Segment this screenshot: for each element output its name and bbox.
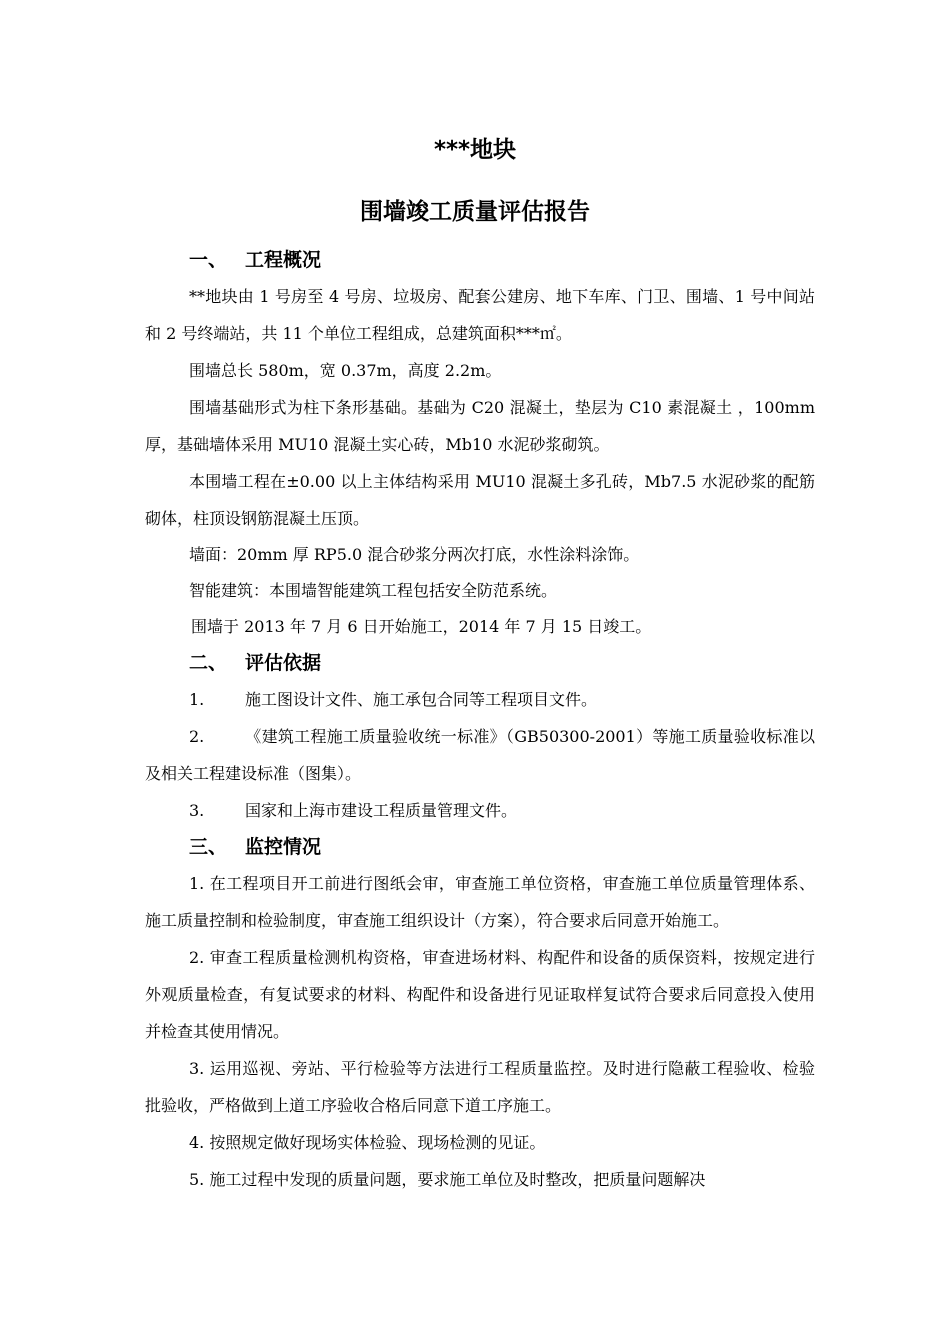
list-item-text: 施工图设计文件、施工承包合同等工程项目文件。 (245, 690, 598, 709)
section-heading-monitoring (145, 829, 815, 865)
paragraph: 墙面：20mm 厚 RP5.0 混合砂浆分两次打底，水性涂料涂饰。 (189, 545, 640, 564)
section-title: 监控情况 (245, 836, 322, 858)
paragraph: 围墙于 2013 年 7 月 6 日开始施工，2014 年 7 月 15 日竣工。 (191, 617, 652, 636)
paragraph: 围墙总长 580m，宽 0.37m，高度 2.2m。 (189, 361, 502, 380)
section-heading-overview (145, 242, 815, 278)
document-body (145, 242, 815, 1198)
paragraph: 5. 施工过程中发现的质量问题，要求施工单位及时整改，把质量问题解决 (189, 1170, 706, 1189)
list-item-text: 《建筑工程施工质量验收统一标准》（GB50300-2001）等施工质量验收标准以及相关工程建设标准（图集）。 (145, 727, 815, 783)
section-heading-basis (145, 645, 815, 681)
paragraph: 围墙基础形式为柱下条形基础。基础为 C20 混凝土，垫层为 C10 素混凝土 ，100mm 厚，基础墙体采用 MU10 混凝土实心砖，Mb10 水泥砂浆砌筑。 (145, 398, 815, 454)
paragraph: 3. 运用巡视、旁站、平行检验等方法进行工程质量监控。及时进行隐蔽工程验收、检验批验收，严格做到上道工序验收合格后同意下道工序施工。 (145, 1059, 815, 1115)
list-item (145, 681, 815, 718)
list-item-number: 1. (189, 690, 205, 709)
paragraph: 2. 审查工程质量检测机构资格，审查进场材料、构配件和设备的质保资料，按规定进行外观质量检查，有复试要求的材料、构配件和设备进行见证取样复试符合要求后同意投入使用并检查其使用情况。 (145, 948, 815, 1041)
paragraph: 4. 按照规定做好现场实体检验、现场检测的见证。 (189, 1133, 546, 1152)
list-item-number: 2. (189, 727, 205, 746)
document-title-line1: ***地块 (433, 137, 517, 163)
paragraph: 1. 在工程项目开工前进行图纸会审，审查施工单位资格，审查施工单位质量管理体系、施工质量控制和检验制度，审查施工组织设计（方案），符合要求后同意开始施工。 (145, 874, 815, 930)
list-item (145, 718, 815, 792)
document-title-line2: 围墙竣工质量评估报告 (360, 199, 590, 225)
section-title: 评估依据 (245, 652, 322, 674)
section-number: 一、 (189, 249, 228, 271)
paragraph: 智能建筑：本围墙智能建筑工程包括安全防范系统。 (189, 581, 558, 600)
section-number: 二、 (189, 652, 228, 674)
section-number: 三、 (189, 836, 228, 858)
paragraph: **地块由 1 号房至 4 号房、垃圾房、配套公建房、地下车库、门卫、围墙、1 号中间站和 2 号终端站，共 11 个单位工程组成，总建筑面积***㎡。 (145, 287, 815, 343)
paragraph: 本围墙工程在±0.00 以上主体结构采用 MU10 混凝土多孔砖，Mb7.5 水泥砂浆的配筋砌体，柱顶设钢筋混凝土压顶。 (145, 472, 815, 528)
list-item (145, 792, 815, 829)
list-item-text: 国家和上海市建设工程质量管理文件。 (245, 801, 518, 820)
section-title: 工程概况 (245, 249, 322, 271)
list-item-number: 3. (189, 801, 205, 820)
